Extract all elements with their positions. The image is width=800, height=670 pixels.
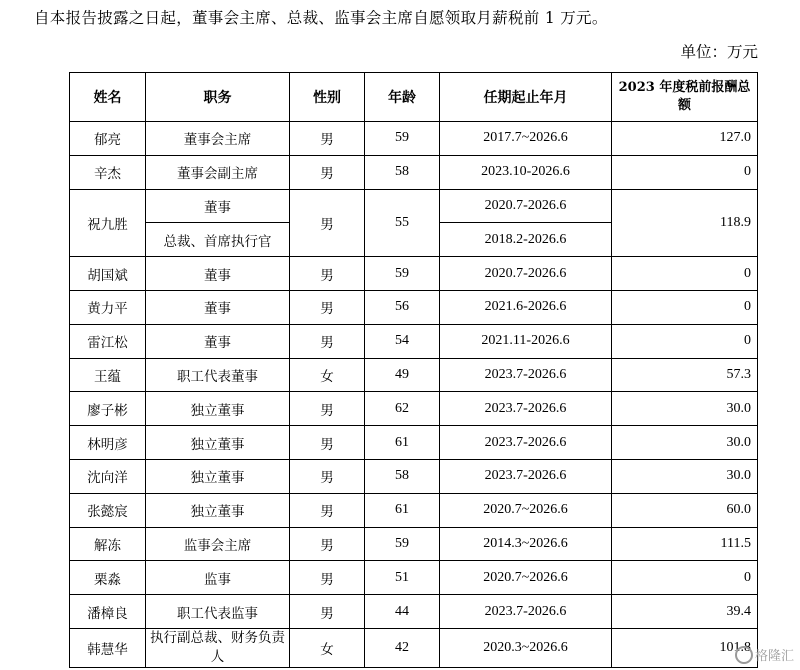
cell-age: 56 — [365, 290, 440, 324]
cell-age: 51 — [365, 561, 440, 595]
table-row — [70, 527, 758, 561]
header-name: 姓名 — [70, 73, 146, 122]
cell-position: 职工代表监事 — [146, 595, 290, 629]
cell-age: 62 — [365, 392, 440, 426]
table-row — [70, 155, 758, 189]
cell-gender: 男 — [290, 561, 365, 595]
cell-name: 沈向洋 — [70, 459, 146, 493]
cell-term: 2018.2-2026.6 — [440, 223, 612, 257]
cell-position: 监事会主席 — [146, 527, 290, 561]
cell-term: 2023.7-2026.6 — [440, 358, 612, 392]
cell-amount: 0 — [612, 257, 758, 291]
cell-amount: 0 — [612, 561, 758, 595]
cell-age: 49 — [365, 358, 440, 392]
cell-amount: 0 — [612, 290, 758, 324]
cell-name: 张懿宸 — [70, 493, 146, 527]
cell-amount: 30.0 — [612, 426, 758, 460]
cell-gender: 男 — [290, 290, 365, 324]
cell-term: 2014.3~2026.6 — [440, 527, 612, 561]
cell-position: 职工代表董事 — [146, 358, 290, 392]
cell-age: 61 — [365, 493, 440, 527]
cell-amount: 0 — [612, 155, 758, 189]
cell-amount: 57.3 — [612, 358, 758, 392]
cell-term: 2020.7~2026.6 — [440, 561, 612, 595]
table-row — [70, 628, 758, 667]
cell-name: 廖子彬 — [70, 392, 146, 426]
cell-term: 2023.10-2026.6 — [440, 155, 612, 189]
cell-age: 58 — [365, 155, 440, 189]
cell-gender: 男 — [290, 324, 365, 358]
cell-term: 2021.6-2026.6 — [440, 290, 612, 324]
cell-position: 执行副总裁、财务负责人 — [146, 628, 290, 667]
cell-position: 独立董事 — [146, 459, 290, 493]
intro-paragraph: 自本报告披露之日起，董事会主席、总裁、监事会主席自愿领取月薪税前 1 万元。 — [34, 9, 608, 27]
gelonghui-logo-icon — [735, 646, 753, 664]
cell-term: 2020.3~2026.6 — [440, 628, 612, 667]
cell-position: 董事会副主席 — [146, 155, 290, 189]
header-amount: 2023 年度税前报酬总额 — [612, 73, 758, 122]
cell-term: 2017.7~2026.6 — [440, 122, 612, 156]
cell-amount: 127.0 — [612, 122, 758, 156]
table-row — [70, 493, 758, 527]
compensation-table — [69, 72, 758, 668]
cell-age: 54 — [365, 324, 440, 358]
unit-label: 单位：万元 — [680, 43, 758, 61]
cell-name: 韩慧华 — [70, 628, 146, 667]
cell-gender: 男 — [290, 392, 365, 426]
cell-name: 辛杰 — [70, 155, 146, 189]
cell-amount: 30.0 — [612, 392, 758, 426]
cell-name: 雷江松 — [70, 324, 146, 358]
cell-age: 42 — [365, 628, 440, 667]
cell-amount: 60.0 — [612, 493, 758, 527]
cell-gender: 女 — [290, 628, 365, 667]
cell-name: 栗淼 — [70, 561, 146, 595]
cell-term: 2020.7-2026.6 — [440, 189, 612, 223]
cell-name: 潘樟良 — [70, 595, 146, 629]
cell-term: 2021.11-2026.6 — [440, 324, 612, 358]
cell-position: 监事 — [146, 561, 290, 595]
cell-age: 59 — [365, 527, 440, 561]
cell-gender: 男 — [290, 426, 365, 460]
cell-gender: 男 — [290, 595, 365, 629]
table-row — [70, 324, 758, 358]
cell-term: 2023.7-2026.6 — [440, 595, 612, 629]
cell-position: 独立董事 — [146, 493, 290, 527]
table-row — [70, 122, 758, 156]
cell-position: 董事会主席 — [146, 122, 290, 156]
cell-name: 祝九胜 — [70, 189, 146, 257]
cell-gender: 男 — [290, 527, 365, 561]
cell-name: 王蕴 — [70, 358, 146, 392]
header-position: 职务 — [146, 73, 290, 122]
cell-amount: 111.5 — [612, 527, 758, 561]
table-row — [70, 257, 758, 291]
table-row — [70, 290, 758, 324]
cell-name: 黄力平 — [70, 290, 146, 324]
cell-gender: 男 — [290, 459, 365, 493]
cell-name: 解冻 — [70, 527, 146, 561]
table-row — [70, 561, 758, 595]
cell-position: 董事 — [146, 257, 290, 291]
header-gender: 性别 — [290, 73, 365, 122]
watermark — [735, 645, 794, 664]
watermark-text: 格隆汇 — [754, 649, 794, 664]
cell-gender: 女 — [290, 358, 365, 392]
cell-name: 胡国斌 — [70, 257, 146, 291]
table-header-row — [70, 73, 758, 122]
cell-gender: 男 — [290, 189, 365, 257]
header-age: 年龄 — [365, 73, 440, 122]
table-row — [70, 459, 758, 493]
cell-amount: 118.9 — [612, 189, 758, 257]
cell-gender: 男 — [290, 122, 365, 156]
cell-position: 董事 — [146, 324, 290, 358]
cell-amount: 30.0 — [612, 459, 758, 493]
table-row — [70, 392, 758, 426]
cell-age: 55 — [365, 189, 440, 257]
cell-age: 58 — [365, 459, 440, 493]
cell-name: 郁亮 — [70, 122, 146, 156]
cell-amount: 101.8 — [612, 628, 758, 667]
table-row — [70, 358, 758, 392]
cell-age: 61 — [365, 426, 440, 460]
cell-term: 2023.7-2026.6 — [440, 392, 612, 426]
cell-position: 独立董事 — [146, 392, 290, 426]
cell-term: 2023.7-2026.6 — [440, 459, 612, 493]
cell-term: 2020.7~2026.6 — [440, 493, 612, 527]
cell-age: 59 — [365, 122, 440, 156]
table-row — [70, 595, 758, 629]
cell-position: 董事 — [146, 290, 290, 324]
cell-gender: 男 — [290, 257, 365, 291]
cell-term: 2023.7-2026.6 — [440, 426, 612, 460]
cell-age: 59 — [365, 257, 440, 291]
cell-name: 林明彦 — [70, 426, 146, 460]
cell-amount: 39.4 — [612, 595, 758, 629]
cell-gender: 男 — [290, 493, 365, 527]
cell-term: 2020.7-2026.6 — [440, 257, 612, 291]
cell-amount: 0 — [612, 324, 758, 358]
table-body — [70, 122, 758, 668]
table-row — [70, 426, 758, 460]
cell-position: 董事 — [146, 189, 290, 223]
cell-position: 独立董事 — [146, 426, 290, 460]
cell-gender: 男 — [290, 155, 365, 189]
header-term: 任期起止年月 — [440, 73, 612, 122]
table-row — [70, 189, 758, 223]
cell-position: 总裁、首席执行官 — [146, 223, 290, 257]
cell-age: 44 — [365, 595, 440, 629]
